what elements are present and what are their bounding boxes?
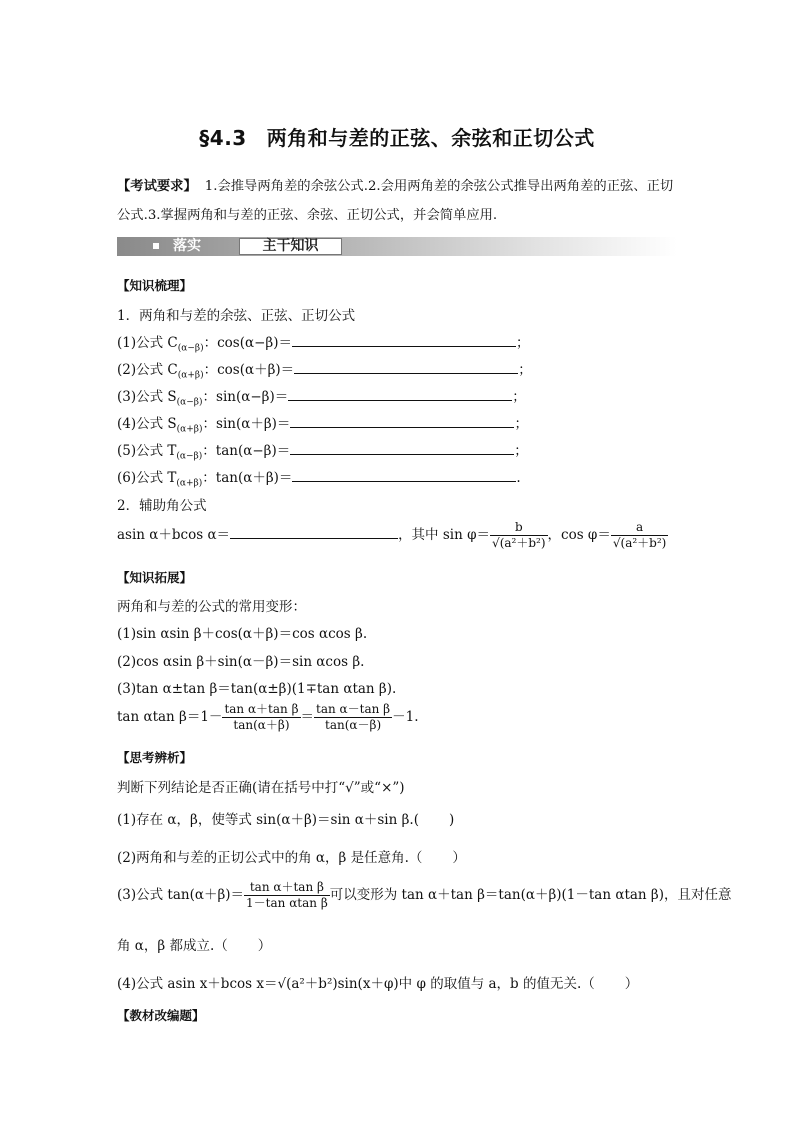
formula-2: (2)公式 $C_{(\alpha+\beta)}$：cos(α＋β)＝ ；: [117, 362, 532, 381]
question-1: (1)存在 α，β，使等式 sin(α＋β)＝sin α＋sin β.( ): [117, 812, 455, 828]
title-text: 两角和与差的正弦、余弦和正切公式: [266, 126, 595, 150]
answer-blank[interactable]: [230, 526, 398, 539]
fraction: $\frac{a}{\text{√(a²＋b²)}}$: [612, 520, 667, 550]
answer-blank[interactable]: [292, 469, 516, 482]
knowledge-ext-label: 【知识拓展】: [117, 570, 193, 585]
question-4: (4)公式 asin x＋bcos x＝√(a²＋b²)sin(x＋φ)中 φ 的取值与 a，b 的值无关.（ ）: [117, 976, 639, 992]
textbook-label: 【教材改编题】: [117, 1008, 205, 1023]
item2-title: 2．辅助角公式: [117, 498, 207, 514]
section-number: §4.3: [199, 126, 247, 150]
page-title: [0, 122, 794, 151]
answer-blank[interactable]: [292, 334, 516, 347]
thinking-intro: 判断下列结论是否正确(请在括号中打“√”或“×”): [117, 780, 405, 796]
square-bullet-icon: [153, 243, 159, 249]
ext-line-1: (1)sin αsin β＋cos(α＋β)＝cos αcos β.: [117, 626, 368, 642]
banner-left: 落实: [117, 237, 237, 256]
section-banner: [117, 237, 677, 256]
formula-4: (4)公式 $S_{(\alpha+\beta)}$：sin(α＋β)＝ ；: [117, 416, 528, 435]
aux-angle-formula: asin α＋bcos α＝ ，其中 sin φ＝ $\frac{b}{\text{√(a²＋b²)}}$ ，cos φ＝ $\frac{a}{\text{√(a²＋b²)}}$: [117, 520, 667, 550]
formula-1: (1)公式 $C_{(\alpha-\beta)}$：cos(α−β)＝ ；: [117, 335, 530, 354]
exam-requirements: [117, 172, 683, 230]
ext-intro: 两角和与差的公式的常用变形：: [117, 599, 306, 615]
ext-line-4: tan αtan β＝1－ $\frac{\text{tan α＋tan β}}{\tan(\alpha+\beta)}$ ＝ $\frac{\text{tan α－tan β}}{\tan(\alpha-\beta)}$ －1.: [117, 702, 419, 732]
requirements-label: 【考试要求】: [117, 179, 197, 194]
formula-5: (5)公式 $T_{(\alpha-\beta)}$：tan(α−β)＝ ；: [117, 443, 528, 462]
fraction: $\frac{\text{tan α＋tan β}}{\tan(\alpha+\beta)}$: [224, 702, 299, 732]
answer-blank[interactable]: [294, 361, 518, 374]
thinking-label: 【思考辨析】: [117, 750, 193, 765]
question-3-cont: 角 α，β 都成立.（ ）: [117, 938, 272, 954]
answer-blank[interactable]: [288, 388, 512, 401]
banner-right: 主干知识: [239, 238, 342, 255]
answer-blank[interactable]: [290, 415, 514, 428]
formula-6: (6)公式 $T_{(\alpha+\beta)}$：tan(α＋β)＝ .: [117, 470, 521, 489]
fraction: $\frac{\text{tan α＋tan β}}{\text{1－tan αtan β}}$: [246, 880, 328, 910]
question-2: (2)两角和与差的正切公式中的角 α，β 是任意角.（ ）: [117, 850, 466, 866]
item1-title: 1．两角和与差的余弦、正弦、正切公式: [117, 308, 356, 324]
answer-blank[interactable]: [290, 442, 514, 455]
ext-line-3: (3)tan α±tan β＝tan(α±β)(1∓tan αtan β).: [117, 681, 397, 697]
requirements-text: 1.会推导两角差的余弦公式.2.会用两角差的余弦公式推导出两角差的正弦、正切公式.3.掌握两角和与差的正弦、余弦、正切公式，并会简单应用.: [117, 179, 674, 223]
formula-3: (3)公式 $S_{(\alpha-\beta)}$：sin(α−β)＝ ；: [117, 389, 526, 408]
ext-line-2: (2)cos αsin β＋sin(α－β)＝sin αcos β.: [117, 654, 365, 670]
fraction: $\frac{b}{\text{√(a²＋b²)}}$: [492, 520, 546, 550]
question-3: (3)公式 tan(α＋β)＝ $\frac{\text{tan α＋tan β}}{\text{1－tan αtan β}}$ 可以变形为 tan α＋tan β＝tan(α＋β)(1－tan αtan β)，且对任意: [117, 880, 732, 910]
fraction: $\frac{\text{tan α－tan β}}{\tan(\alpha-\beta)}$: [316, 702, 391, 732]
knowledge-sort-label: 【知识梳理】: [117, 278, 193, 293]
